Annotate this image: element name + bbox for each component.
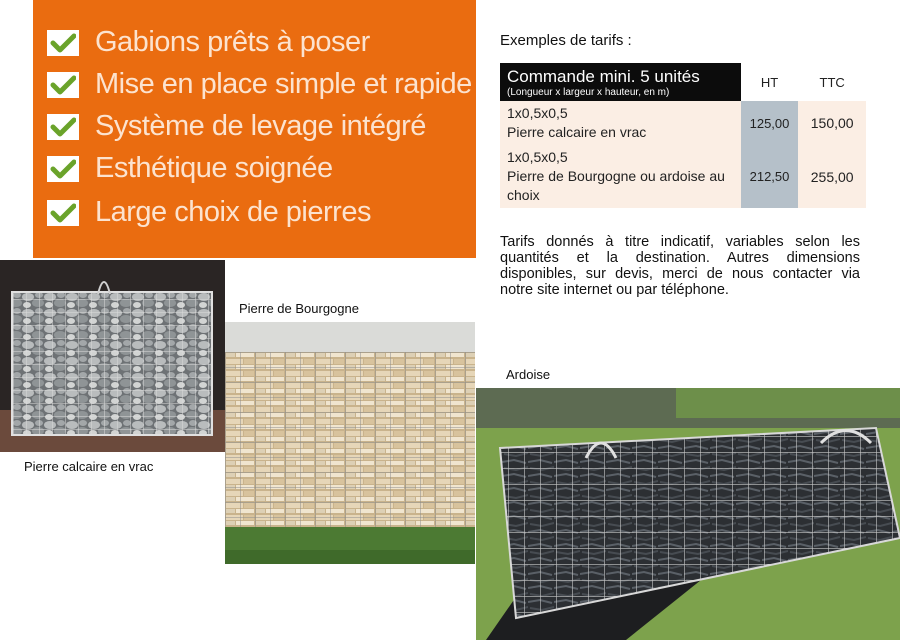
feature-label: Système de levage intégré xyxy=(95,110,426,142)
feature-label: Mise en place simple et rapide xyxy=(95,68,472,100)
row-ht: 212,50 xyxy=(741,145,799,208)
pricing-header xyxy=(500,63,741,101)
row-ht: 125,00 xyxy=(741,101,799,145)
feature-item xyxy=(47,196,371,229)
pricing-title: Exemples de tarifs : xyxy=(500,32,632,49)
photo-bourgogne xyxy=(225,322,475,564)
feature-item xyxy=(47,68,472,101)
row-dims: 1x0,5x0,5 xyxy=(507,149,568,165)
table-row xyxy=(500,145,866,208)
caption-bourgogne: Pierre de Bourgogne xyxy=(239,301,359,316)
pricing-header-row xyxy=(500,63,866,101)
row-dims: 1x0,5x0,5 xyxy=(507,105,568,121)
col-ttc-header: TTC xyxy=(819,74,845,90)
row-ttc: 150,00 xyxy=(798,101,866,145)
feature-item xyxy=(47,110,426,143)
photo-calcaire xyxy=(0,260,225,452)
row-description xyxy=(500,145,741,208)
row-description xyxy=(500,101,741,145)
caption-calcaire: Pierre calcaire en vrac xyxy=(24,459,154,474)
pricing-table xyxy=(500,63,866,208)
features-panel xyxy=(33,0,476,258)
checkmark-icon xyxy=(47,30,79,56)
row-stone: Pierre de Bourgogne ou ardoise au choix xyxy=(507,168,725,203)
pricing-header-sub: (Longueur x largeur x hauteur, en m) xyxy=(507,87,670,98)
checkmark-icon xyxy=(47,156,79,182)
col-ht-header: HT xyxy=(760,74,779,90)
row-stone: Pierre calcaire en vrac xyxy=(507,124,647,140)
feature-item xyxy=(47,26,370,59)
checkmark-icon xyxy=(47,72,79,98)
pricing-note: Tarifs donnés à titre indicatif, variables selon les quantités et la destination. Autres dimensions disponibles, sur devis, merci de nous contacter via notre site internet ou par téléphone. xyxy=(500,234,860,298)
feature-item xyxy=(47,152,333,185)
caption-ardoise: Ardoise xyxy=(506,367,551,382)
feature-label: Gabions prêts à poser xyxy=(95,26,370,58)
checkmark-icon xyxy=(47,200,79,226)
feature-label: Esthétique soignée xyxy=(95,152,333,184)
pricing-header-main: Commande mini. 5 unités xyxy=(507,67,700,86)
feature-label: Large choix de pierres xyxy=(95,196,371,228)
table-row xyxy=(500,101,866,145)
photo-ardoise xyxy=(476,388,900,640)
row-ttc: 255,00 xyxy=(798,145,866,208)
checkmark-icon xyxy=(47,114,79,140)
